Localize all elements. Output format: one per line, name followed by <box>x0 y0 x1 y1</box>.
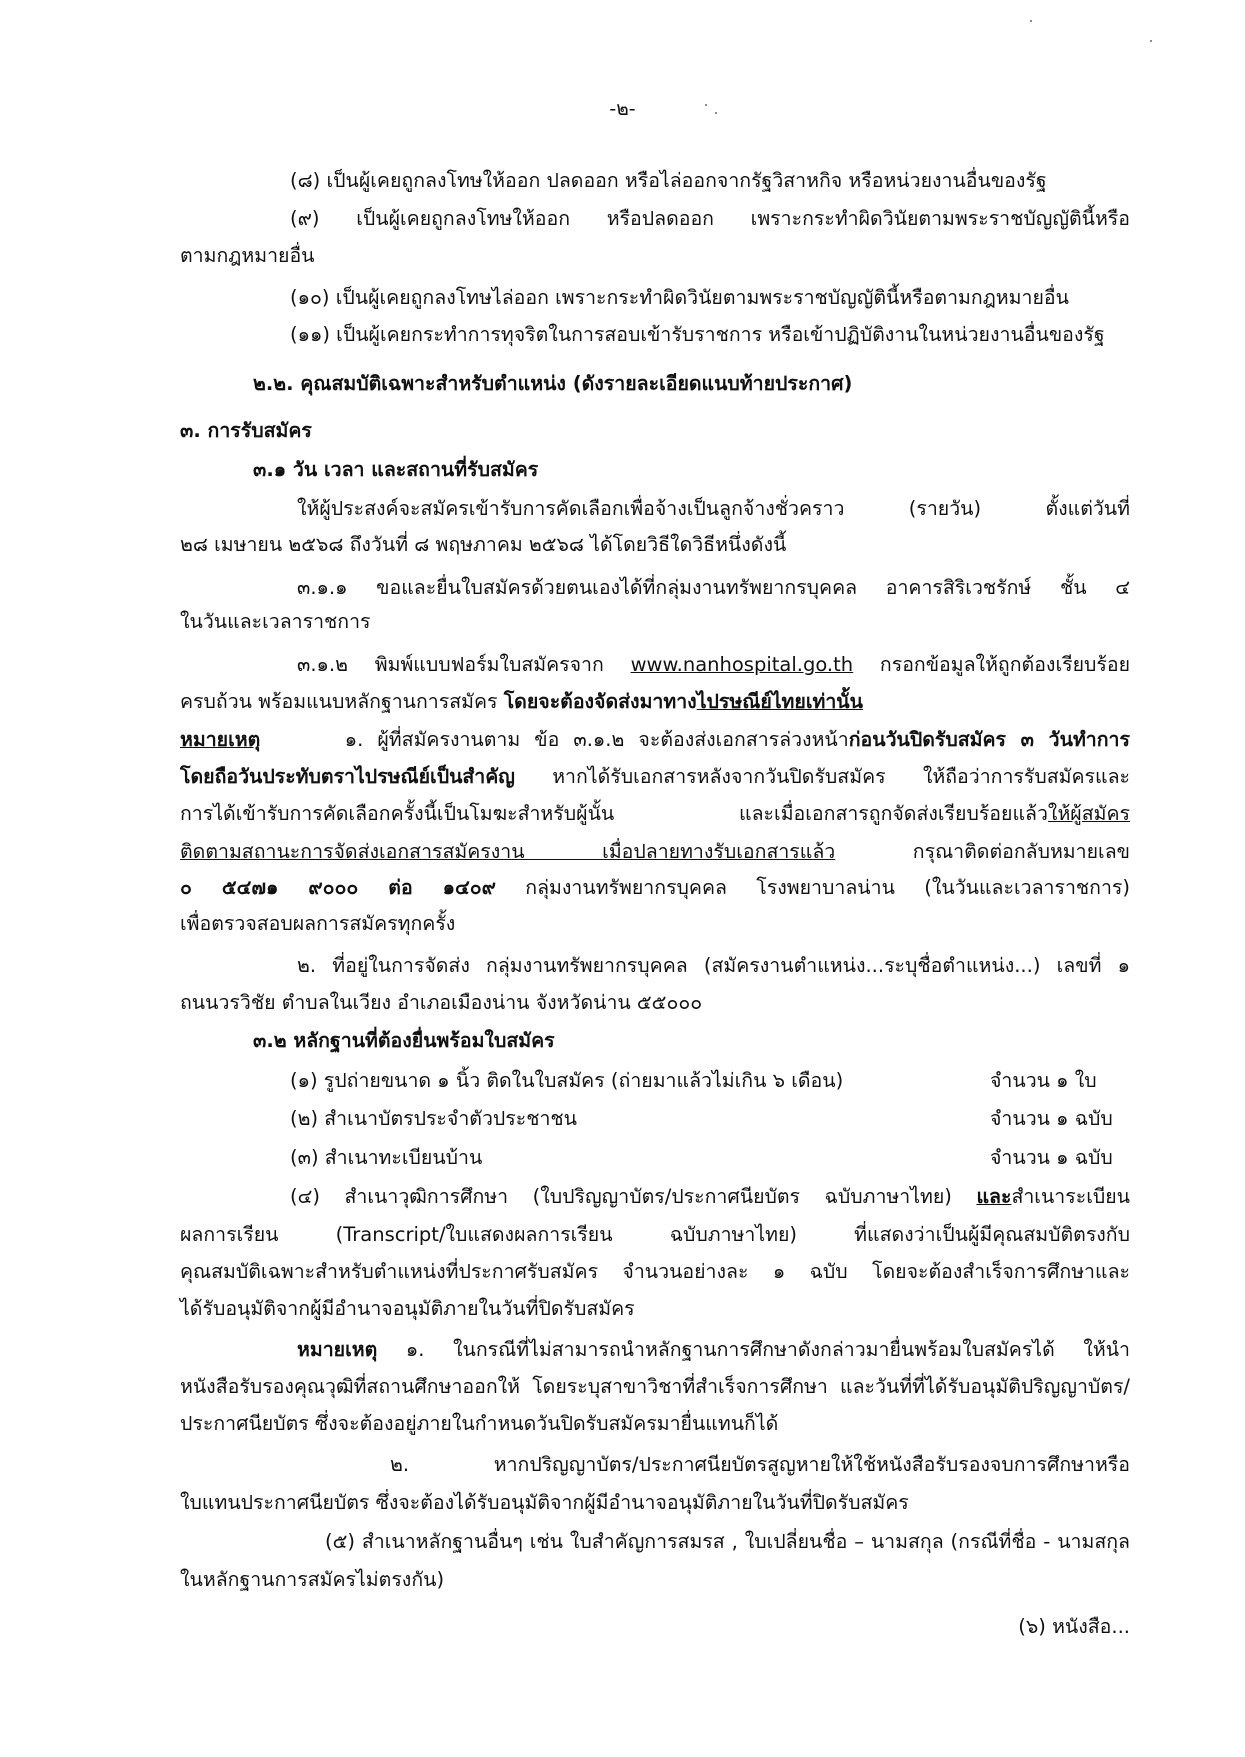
s311-line2: ในวันและเวลาราชการ <box>180 610 371 633</box>
note2-item2-line2: ใบแทนประกาศนียบัตร ซึ่งจะต้องได้รับอนุมัติจากผู้มีอำนาจอนุมัติภายในวันที่ปิดรับสมัคร <box>180 1491 909 1514</box>
page-number: -๒- <box>609 98 636 120</box>
note1-line5 <box>180 873 1130 903</box>
note1-item2-line2: ถนนวรวิชัย ตำบลในเวียง อำเภอเมืองน่าน จังหวัดน่าน ๕๕๐๐๐ <box>180 991 703 1014</box>
note1-line4 <box>180 837 1130 867</box>
s312-bold-text: โดยจะต้องจัดส่งมาทาง <box>503 690 697 713</box>
item-11: (๑๑) เป็นผู้เคยกระทำการทุจริตในการสอบเข้ารับราชการ หรือเข้าปฏิบัติงานในหน่วยงานอื่นของรัฐ <box>290 323 1105 346</box>
doc-quantity: จำนวน ๑ ฉบับ <box>990 1146 1113 1169</box>
section-2-2-heading: ๒.๒. คุณสมบัติเฉพาะสำหรับตำแหน่ง (ดังรายละเอียดแนบท้ายประกาศ) <box>253 372 853 395</box>
note-label: หมายเหตุ <box>297 1338 378 1361</box>
scan-speck <box>1150 40 1152 42</box>
doc4-and: และ <box>976 1185 1012 1208</box>
note1-text: กลุ่มงานทรัพยากรบุคคล โรงพยาบาลน่าน (ในวันและเวลาราชการ) <box>495 876 1130 899</box>
doc-item-2 <box>290 1104 1130 1134</box>
doc-item-3 <box>290 1143 1130 1173</box>
note1-text: กรุณาติดต่อกลับหมายเลข <box>835 840 1130 863</box>
website-link[interactable]: www.nanhospital.go.th <box>630 653 854 676</box>
note1-line2 <box>180 762 1130 792</box>
doc-item-5-line2: ในหลักฐานการสมัครไม่ตรงกัน) <box>180 1568 445 1591</box>
note1-line3 <box>180 799 1130 829</box>
doc4-text: (๔) สำเนาวุฒิการศึกษา (ใบปริญญาบัตร/ประกาศนียบัตร ฉบับภาษาไทย) <box>290 1185 977 1208</box>
note2-line2: หนังสือรับรองคุณวุฒิที่สถานศึกษาออกให้ โดยระบุสาขาวิชาที่สำเร็จการศึกษา และวันที่ที่ได้รับอนุมัติปริญญาบัตร/ <box>180 1375 1130 1398</box>
s312-line1 <box>297 650 1130 680</box>
note1-text: หากได้รับเอกสารหลังจากวันปิดรับสมัคร ให้ถือว่าการรับสมัครและ <box>514 765 1130 788</box>
doc-label: (๒) สำเนาบัตรประจำตัวประชาชน <box>290 1107 577 1130</box>
item-9-line1: (๙) เป็นผู้เคยถูกลงโทษให้ออก หรือปลดออก เพราะกระทำผิดวินัยตามพระราชบัญญัตินี้หรือ <box>290 207 1130 230</box>
note2-line1 <box>297 1335 1130 1365</box>
item-10: (๑๐) เป็นผู้เคยถูกลงโทษไล่ออก เพราะกระทำผิดวินัยตามพระราชบัญญัตินี้หรือตามกฎหมายอื่น <box>290 286 1069 309</box>
doc-item-1 <box>290 1066 1130 1096</box>
doc-item-5-line1: (๕) สำเนาหลักฐานอื่นๆ เช่น ใบสำคัญการสมรส , ใบเปลี่ยนชื่อ – นามสกุล (กรณีที่ชื่อ - นามสกุล <box>325 1530 1130 1553</box>
note1-underlined-text: ติดตามสถานะการจัดส่งเอกสารสมัครงาน เมื่อปลายทางรับเอกสารแล้ว <box>180 840 836 863</box>
doc-item-4-line2: ผลการเรียน (Transcript/ใบแสดงผลการเรียน ฉบับภาษาไทย) ที่แสดงว่าเป็นผู้มีคุณสมบัติตรงกับ <box>180 1223 1130 1246</box>
scan-speck <box>1030 20 1032 22</box>
note1-line6: เพื่อตรวจสอบผลการสมัครทุกครั้ง <box>180 912 456 935</box>
s312-text: ครบถ้วน พร้อมแนบหลักฐานการสมัคร <box>180 690 504 713</box>
note1-underlined-text: ให้ผู้สมัคร <box>1047 802 1130 825</box>
note1-text: การได้เข้ารับการคัดเลือกครั้งนี้เป็นโมฆะสำหรับผู้นั้น และเมื่อเอกสารถูกจัดส่งเรียบร้อยแล้ว <box>180 802 1048 825</box>
note1-text: ๑. ผู้ที่สมัครงานตาม ข้อ ๓.๑.๒ จะต้องส่งเอกสารล่วงหน้า <box>344 728 849 751</box>
doc-quantity: จำนวน ๑ ใบ <box>990 1069 1097 1092</box>
s312-line2 <box>180 687 863 717</box>
item-9-line2: ตามกฎหมายอื่น <box>180 244 315 267</box>
note1-bold-text: โดยถือวันประทับตราไปรษณีย์เป็นสำคัญ <box>180 765 515 788</box>
doc-quantity: จำนวน ๑ ฉบับ <box>990 1107 1113 1130</box>
s312-text: กรอกข้อมูลให้ถูกต้องเรียบร้อย <box>853 653 1130 676</box>
section-3-1-heading: ๓.๑ วัน เวลา และสถานที่รับสมัคร <box>253 458 539 481</box>
continuation-marker: (๖) หนังสือ... <box>1018 1615 1130 1638</box>
s312-text: ๓.๑.๒ พิมพ์แบบฟอร์มใบสมัครจาก <box>297 653 631 676</box>
note2-item2-line1: ๒. หากปริญญาบัตร/ประกาศนียบัตรสูญหายให้ใช้หนังสือรับรองจบการศึกษาหรือ <box>390 1453 1130 1476</box>
note2-line3: ประกาศนียบัตร ซึ่งจะต้องอยู่ภายในกำหนดวันปิดรับสมัครมายื่นแทนก็ได้ <box>180 1412 779 1435</box>
note2-text: ๑. ในกรณีที่ไม่สามารถนำหลักฐานการศึกษาดังกล่าวมายื่นพร้อมใบสมัครได้ ให้นำ <box>377 1338 1130 1361</box>
doc-item-4-line3: คุณสมบัติเฉพาะสำหรับตำแหน่งที่ประกาศรับสมัคร จำนวนอย่างละ ๑ ฉบับ โดยจะต้องสำเร็จการศึกษาและ <box>180 1260 1130 1283</box>
section-3-heading: ๓. การรับสมัคร <box>180 419 312 442</box>
note1-item2-line1: ๒. ที่อยู่ในการจัดส่ง กลุ่มงานทรัพยากรบุคคล (สมัครงานตำแหน่ง...ระบุชื่อตำแหน่ง...) เลขที่ ๑ <box>297 954 1130 977</box>
doc-label: (๓) สำเนาทะเบียนบ้าน <box>290 1146 483 1169</box>
s31-para-line1: ให้ผู้ประสงค์จะสมัครเข้ารับการคัดเลือกเพื่อจ้างเป็นลูกจ้างชั่วคราว (รายวัน) ตั้งแต่วันที่ <box>297 497 1130 520</box>
note1-line1 <box>180 725 1130 755</box>
s31-para-line2: ๒๘ เมษายน ๒๕๖๘ ถึงวันที่ ๘ พฤษภาคม ๒๕๖๘ ได้โดยวิธีใดวิธีหนึ่งดังนี้ <box>180 533 787 556</box>
s312-underlined-text: ไปรษณีย์ไทยเท่านั้น <box>696 690 863 713</box>
note1-bold-text: ก่อนวันปิดรับสมัคร ๓ วันทำการ <box>848 728 1130 751</box>
doc4-text: สำเนาระเบียน <box>1011 1185 1130 1208</box>
doc-label: (๑) รูปถ่ายขนาด ๑ นิ้ว ติดในใบสมัคร (ถ่ายมาแล้วไม่เกิน ๖ เดือน) <box>290 1069 844 1092</box>
item-8: (๘) เป็นผู้เคยถูกลงโทษให้ออก ปลดออก หรือไล่ออกจากรัฐวิสาหกิจ หรือหน่วยงานอื่นของรัฐ <box>290 169 1047 192</box>
doc-item-4-line4: ได้รับอนุมัติจากผู้มีอำนาจอนุมัติภายในวันที่ปิดรับสมัคร <box>180 1297 635 1320</box>
note-label: หมายเหตุ <box>180 728 261 751</box>
doc-item-4-line1 <box>290 1182 1130 1212</box>
phone-number: ๐ ๕๔๗๑ ๙๐๐๐ ต่อ ๑๔๐๙ <box>180 876 496 899</box>
section-3-2-heading: ๓.๒ หลักฐานที่ต้องยื่นพร้อมใบสมัคร <box>253 1029 555 1052</box>
s311-line1: ๓.๑.๑ ขอและยื่นใบสมัครด้วยตนเองได้ที่กลุ่มงานทรัพยากรบุคคล อาคารสิริเวชรักษ์ ชั้น ๔ <box>297 576 1130 599</box>
